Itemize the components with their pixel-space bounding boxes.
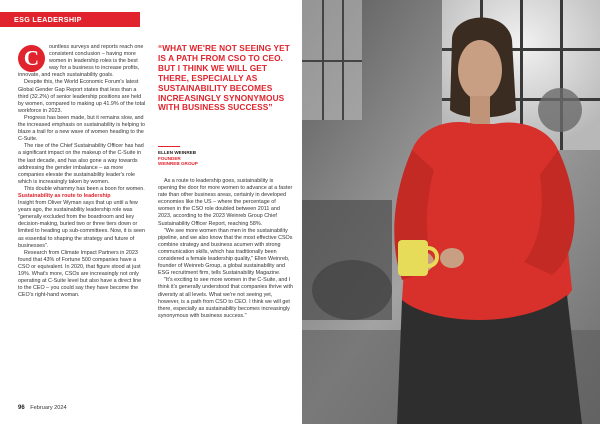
- article-column-1: [18, 44, 146, 299]
- pull-quote: “WHAT WE'RE NOT SEEING YET IS A PATH FROM CSO TO CEO. BUT I THINK WE WILL GET THERE, ESPECIALLY AS SUSTAINABILITY BECOMES INCREASINGLY SYNONYMOUS WITH BUSINESS SUCCESS”: [158, 43, 290, 113]
- plant: [538, 88, 582, 132]
- portrait-illustration: [302, 0, 600, 424]
- drop-cap: C: [18, 45, 45, 72]
- paragraph: Insight from Oliver Wyman says that up until a few years ago, the sustainability leadership role was "generally excluded from the boardroom and key decision-making, buried two or three tiers down or limited to heading up sub-committees. Now, it is seen as essential to shaping the strategy and future of businesses".: [18, 200, 146, 249]
- section-tag: [0, 12, 140, 27]
- yellow-mug: [398, 240, 428, 276]
- subheading: Sustainability as route to leadership: [18, 192, 111, 199]
- paragraph: "It's exciting to see more women in the C-Suite, and I think it's generally understood that companies thrive with diversity at all levels. What we're not seeing yet, however, is a path from CSO to CEO. I think we will get there, especially as sustainability becomes increasingly synonymous with business success.": [158, 277, 293, 319]
- page-footer: [18, 405, 67, 411]
- face: [458, 40, 502, 100]
- portrait-photo: [302, 0, 600, 424]
- section-label: ESG LEADERSHIP: [14, 15, 82, 24]
- quote-attribution: [158, 150, 198, 167]
- paragraph: The rise of the Chief Sustainability Officer has had a significant impact on the makeup of the C-Suite in the last decade, and has also gone a way towards addressing the gender imbalance – as more companies elevate the sustainability leader's role which is increasingly taken by women.: [18, 143, 144, 185]
- paragraph: This double whammy has been a boon for women.: [24, 185, 145, 192]
- paragraph: "We see more women than men in the sustainability pipeline, and we also know that the most effective CSOs combine strategy and business acumen with strong communication skills, which has traditionally been considered a female leadership quality," Ellen Weinreb, founder of Weinreb Group, a global sustainability and ESG recruitment firm, tells Sustainability Magazine.: [158, 227, 293, 277]
- page-number: 96: [18, 405, 25, 411]
- quote-divider: [158, 146, 180, 147]
- paragraph: As a route to leadership goes, sustainability is opening the door for more women to advance at a faster rate than other business areas, certainly in developed economies like the US – where the percentage of women in the CSO role doubled between 2011 and 2023, according to the 2023 Weinreb Group Chief Sustainability Officer Report, reaching 58%.: [158, 178, 293, 227]
- paragraph: ountless surveys and reports reach one consistent conclusion – having more women in leadership roles is the best way for a business to increase profits, innovate, and reach sustainability goals.: [18, 44, 144, 79]
- hand: [440, 248, 464, 268]
- attribution-title: FOUNDER: [158, 155, 181, 161]
- article-column-2: [158, 178, 294, 320]
- paragraph: Despite this, the World Economic Forum's latest Global Gender Gap Report states that less than a third (32.2%) of senior leadership positions are held by women, compared to making up 41.9% of the total workforce in 2023.: [18, 79, 146, 114]
- issue-date: February 2024: [30, 405, 67, 411]
- attribution-org: WEINREB GROUP: [158, 161, 198, 167]
- attribution-name: ELLEN WEINREB: [158, 150, 197, 155]
- paragraph: Research from Climate Impact Partners in 2023 found that 43% of Fortune 500 companies have a CSO or equivalent. In 2020, that figure stood at just 19%. What's more, CSOs are increasingly not only operating at C-Suite level but also have a direct line to the CEO – you could say they have become the CEO's right-hand woman.: [18, 249, 142, 299]
- neck: [470, 96, 490, 124]
- paragraph: Progress has been made, but it remains slow, and the increased emphasis on sustainability is helping to blaze a trail for a new wave of women heading to the C-Suite.: [18, 114, 146, 143]
